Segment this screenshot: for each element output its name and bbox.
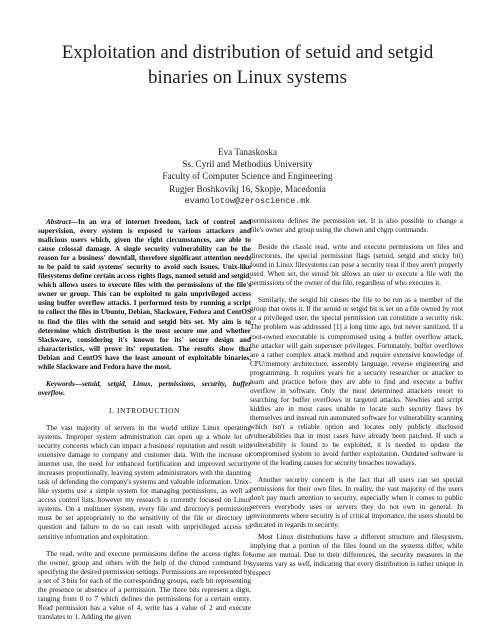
right-paragraph-1: permissions defines the permission set. It is also possible to change a file's owner and group using the chown and chgrp commands. — [250, 217, 463, 235]
keywords — [38, 380, 251, 398]
right-paragraph-5: Most Linux distributions have a different structure and filesystem, implying that a portion of the files found on the systems differ, while some are mutual. Due to their differences, the security measures in the systems vary as well, indicating that every distribution is rather unique in respect — [250, 532, 463, 577]
abstract-lead: Abstract — [46, 218, 71, 226]
right-paragraph-4: Another security concern is the fact that all users can set special permissions for their own files. In reality, the vast majority of the users don't pay much attention to security, especially when it comes to public servers everybody uses or servers they do not own in general. In environments where security is of critical importance, the users should be educated in regards to security. — [250, 476, 463, 530]
title-line-2: binaries on Linux systems — [148, 67, 347, 88]
title-line-1: Exploitation and distribution of setuid and setgid — [61, 42, 434, 63]
keywords-text: —setuid, setgid, Linux, permissions, security, buffer overflow. — [38, 379, 251, 397]
section-heading-introduction: I. INTRODUCTION — [109, 405, 180, 415]
right-paragraph-3: Similarly, the setgid bit causes the file to be run as a member of the group that owns it. If the setuid or setgid bit is set on a file owned by root or a privileged user, the special permission can constitute a security risk. The problem was addressed [1] a long time ago, but never sanitized. If a root-owned executable is compromised using a buffer overflow attack, the attacker will gain superuser privileges. Fortunately, buffer overflows are a rather complex attack method and require extensive knowledge of CPU/memory architecture, assembly language, reverse engineering and programming. It requires years for a security researcher or attacker to learn and practice before they are able to find and execute a buffer overflow in software. Only the most determined attackers resort to searching for buffer overflows in targeted attacks. Newbies and script kiddies are in most cases unable to locate such security flaws by themselves and instead run automated software for vulnerability scanning which isn't a reliable option and locates only publicly disclosed vulnerabilities that in most cases have already been patched. If such a vulnerability is found to be exploited, it is needed to update the compromised system to avoid further exploitation. Outdated software is one of the leading causes for security breaches nowadays. — [250, 296, 463, 468]
author-email: evamolotow@zeroscience.mk — [184, 195, 311, 206]
right-column — [250, 217, 463, 586]
author-affiliation-university: Ss. Cyril and Methodius University — [182, 159, 313, 170]
abstract-text: —In an era of internet freedom, lack of control and supervision, every system is exposed to various attackers and malicious users which, given the right circumstances, are able to cause colossal damage. A single security vulnerability can be the reason for a business' downfall, therefore significant attention needs to be paid to said systems' security to avoid such issues. Unix-like filesystems define certain access rights flags, named setuid and setgid, which allows users to execute files with the permissions of the file's owner or group. This can be exploited to gain unprivileged access using buffer overflow attacks. I performed tests by running a script to collect the files in Ubuntu, Debian, Slackware, Fedora and CentOS to find the files with the setuid and setgid bits set. My aim is to determine which distribution is the most secure one and whether Slackware, considering it's known for its' secure design and characteristics, will prove its' reputation. The results show that Debian and CentOS have the least amount of exploitable binaries, while Slackware and Fedora have the most. — [38, 218, 252, 371]
author-name: Eva Tanaskoska — [217, 147, 278, 157]
right-paragraph-2: Beside the classic read, write and execute permissions on files and directories, the special permission flags (setuid, setgid and sticky bit) found in Linux filesystems can pose a security treat if they aren't properly used. When set, the setuid bit allows an user to execute a file with the permissions of the owner of the file, regardless of who executes it. — [250, 243, 463, 288]
author-block — [40, 146, 455, 207]
keywords-lead: Keywords — [46, 379, 75, 388]
paper-title — [30, 40, 465, 90]
author-address: Rugjer Boshkovikj 16, Skopje, Macedonia — [169, 183, 326, 194]
intro-paragraph-1: The vast majority of servers in the world utilize Linux operating systems. Improper system administration can open up a whole lot of security concerns which can impact a business' reputation and result with extensive damage to company and customer data. With the increase of internet use, the need for enhanced fortification and improved security increases proportionally, leaving system administrators with the daunting task of defending the company's systems and valuable information. Unix-like systems use a simple system for managing permissions, as well as access control lists, however my research is currently focused on Linux systems. On a multiuser system, every file and directory's permissions must be set appropriately to the sensitivity of the file or directory in question and failure to do so can result with unprivileged access to sensitive information and exploitation. — [38, 423, 251, 541]
intro-paragraph-2: The read, write and execute permissions define the access rights for the owner, group and others with the help of the chmod command by specifying the desired permission settings. Permissions are represented by a set of 3 bits for each of the corresponding groups, each bit representing the presence or absence of a permission. The three bits represent a digit, ranging from 0 to 7 which defines the permissions for a certain entity. Read permission has a value of 4, write has a value of 2 and execute translates to 1. Adding the given — [38, 549, 251, 621]
author-affiliation-faculty: Faculty of Computer Science and Engineering — [162, 171, 333, 182]
left-column — [38, 218, 251, 630]
abstract — [38, 218, 251, 372]
